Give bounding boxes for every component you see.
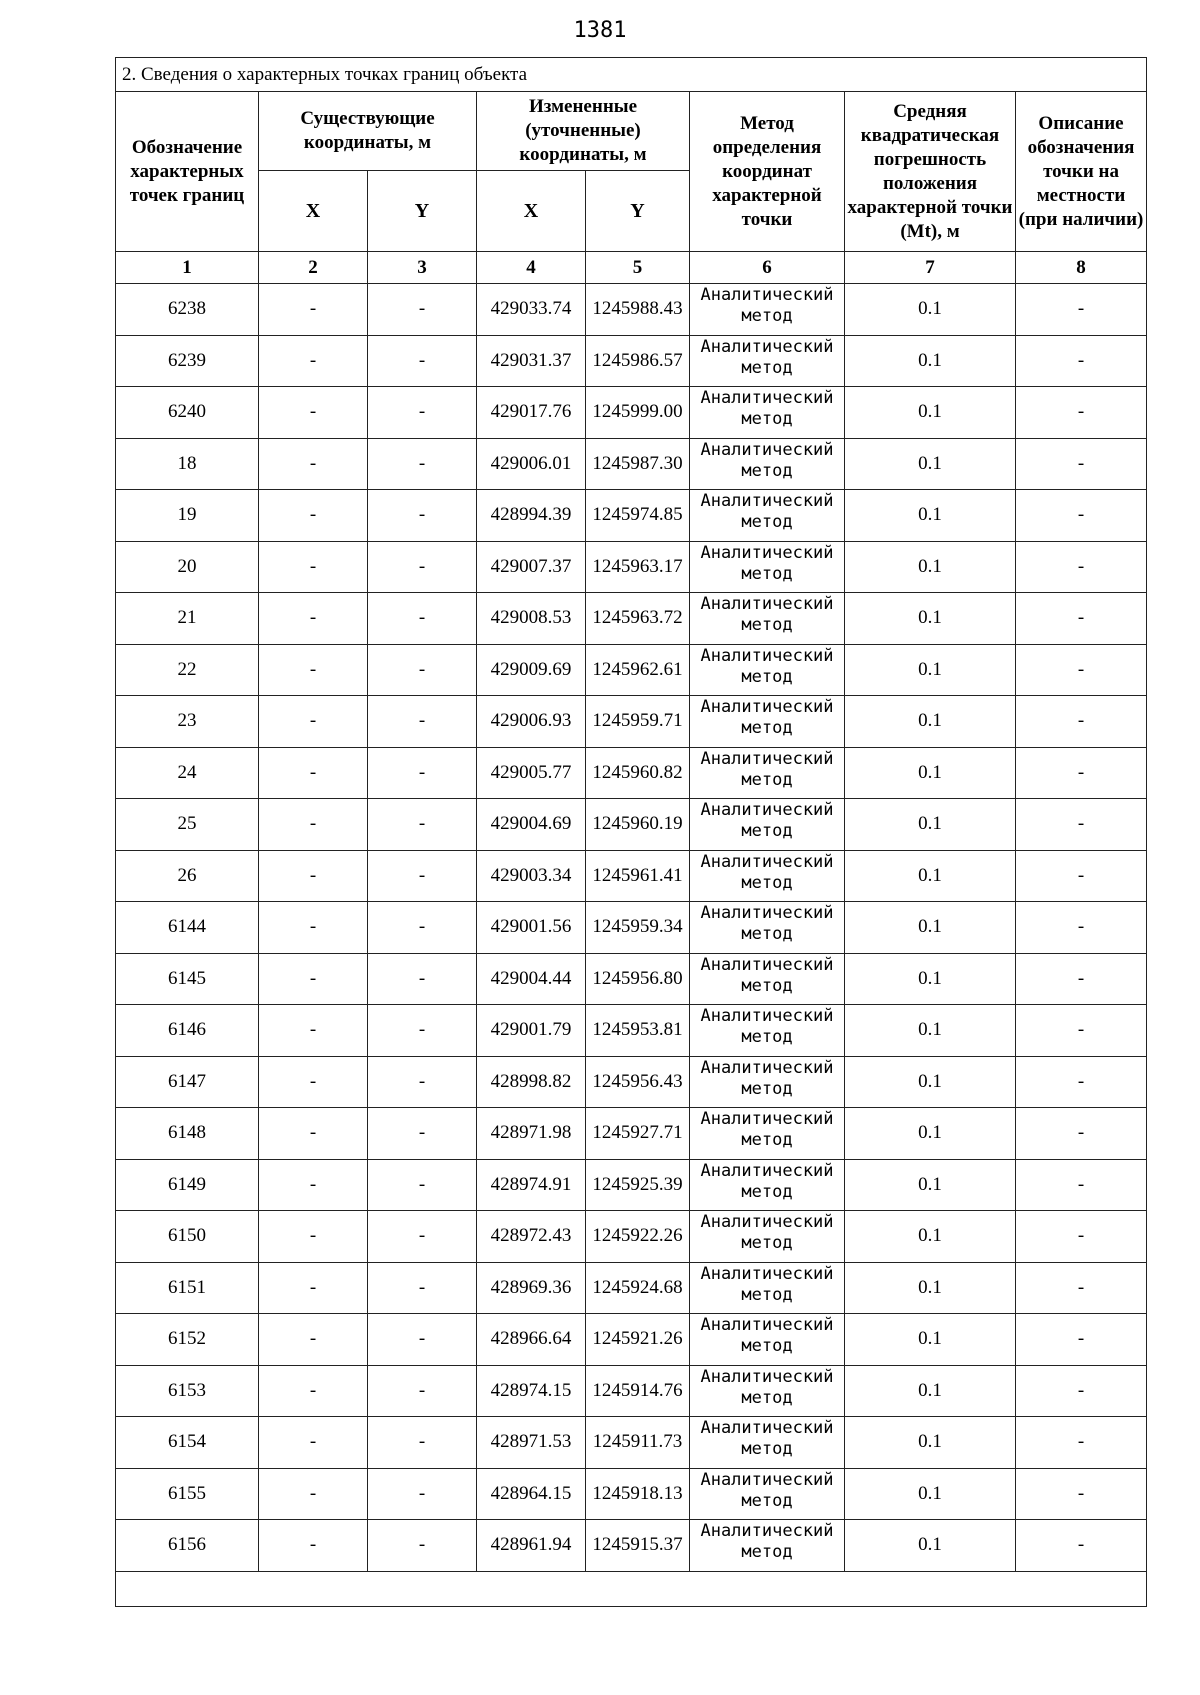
changed-y-cell: 1245986.57 [586, 335, 690, 387]
error-cell: 0.1 [845, 644, 1016, 696]
existing-y-cell: - [368, 1365, 477, 1417]
changed-y-cell: 1245925.39 [586, 1159, 690, 1211]
existing-x-cell: - [259, 747, 368, 799]
changed-y-cell: 1245915.37 [586, 1520, 690, 1572]
column-number: 8 [1016, 252, 1147, 284]
existing-y-cell: - [368, 593, 477, 645]
point-id-cell: 6155 [116, 1468, 259, 1520]
changed-y-cell: 1245963.17 [586, 541, 690, 593]
table-row [116, 335, 1147, 387]
changed-x-cell: 429001.79 [477, 1005, 586, 1057]
error-cell: 0.1 [845, 1417, 1016, 1469]
method-cell: Аналитический метод [690, 490, 845, 542]
table-row [116, 490, 1147, 542]
error-cell: 0.1 [845, 1159, 1016, 1211]
changed-x-cell: 428998.82 [477, 1056, 586, 1108]
point-id-cell: 23 [116, 696, 259, 748]
point-id-cell: 6148 [116, 1108, 259, 1160]
table-body [116, 284, 1147, 1572]
header-changed-y: Y [586, 171, 690, 252]
changed-y-cell: 1245960.82 [586, 747, 690, 799]
error-cell: 0.1 [845, 1108, 1016, 1160]
method-cell: Аналитический метод [690, 850, 845, 902]
existing-y-cell: - [368, 284, 477, 336]
existing-x-cell: - [259, 541, 368, 593]
existing-y-cell: - [368, 1314, 477, 1366]
error-cell: 0.1 [845, 490, 1016, 542]
table-row [116, 1108, 1147, 1160]
changed-y-cell: 1245956.43 [586, 1056, 690, 1108]
existing-x-cell: - [259, 799, 368, 851]
description-cell: - [1016, 438, 1147, 490]
point-id-cell: 6154 [116, 1417, 259, 1469]
method-cell: Аналитический метод [690, 1159, 845, 1211]
existing-x-cell: - [259, 1468, 368, 1520]
description-cell: - [1016, 1365, 1147, 1417]
changed-x-cell: 429017.76 [477, 387, 586, 439]
changed-y-cell: 1245961.41 [586, 850, 690, 902]
description-cell: - [1016, 284, 1147, 336]
description-cell: - [1016, 1520, 1147, 1572]
error-cell: 0.1 [845, 953, 1016, 1005]
changed-x-cell: 429008.53 [477, 593, 586, 645]
existing-x-cell: - [259, 387, 368, 439]
description-cell: - [1016, 747, 1147, 799]
existing-x-cell: - [259, 1211, 368, 1263]
table-row [116, 438, 1147, 490]
changed-x-cell: 429033.74 [477, 284, 586, 336]
existing-x-cell: - [259, 1159, 368, 1211]
table-row [116, 850, 1147, 902]
changed-x-cell: 428971.53 [477, 1417, 586, 1469]
error-cell: 0.1 [845, 696, 1016, 748]
error-cell: 0.1 [845, 335, 1016, 387]
description-cell: - [1016, 1108, 1147, 1160]
point-id-cell: 6147 [116, 1056, 259, 1108]
header-method: Метод определения координат характерной точки [690, 92, 845, 252]
header-existing-y: Y [368, 171, 477, 252]
existing-x-cell: - [259, 284, 368, 336]
table-row [116, 1056, 1147, 1108]
table-row [116, 1468, 1147, 1520]
error-cell: 0.1 [845, 747, 1016, 799]
column-number: 3 [368, 252, 477, 284]
existing-x-cell: - [259, 696, 368, 748]
changed-x-cell: 428969.36 [477, 1262, 586, 1314]
changed-x-cell: 429006.93 [477, 696, 586, 748]
point-id-cell: 6239 [116, 335, 259, 387]
description-cell: - [1016, 1211, 1147, 1263]
table-row [116, 902, 1147, 954]
method-cell: Аналитический метод [690, 284, 845, 336]
changed-y-cell: 1245962.61 [586, 644, 690, 696]
existing-x-cell: - [259, 490, 368, 542]
existing-x-cell: - [259, 593, 368, 645]
method-cell: Аналитический метод [690, 593, 845, 645]
changed-y-cell: 1245974.85 [586, 490, 690, 542]
description-cell: - [1016, 490, 1147, 542]
description-cell: - [1016, 1005, 1147, 1057]
changed-y-cell: 1245960.19 [586, 799, 690, 851]
point-id-cell: 24 [116, 747, 259, 799]
point-id-cell: 19 [116, 490, 259, 542]
method-cell: Аналитический метод [690, 1262, 845, 1314]
description-cell: - [1016, 850, 1147, 902]
point-id-cell: 26 [116, 850, 259, 902]
point-id-cell: 6144 [116, 902, 259, 954]
existing-y-cell: - [368, 902, 477, 954]
method-cell: Аналитический метод [690, 1211, 845, 1263]
description-cell: - [1016, 1417, 1147, 1469]
error-cell: 0.1 [845, 1468, 1016, 1520]
table-row [116, 387, 1147, 439]
table-row [116, 593, 1147, 645]
column-number-row [116, 252, 1147, 284]
changed-y-cell: 1245956.80 [586, 953, 690, 1005]
error-cell: 0.1 [845, 1056, 1016, 1108]
existing-y-cell: - [368, 438, 477, 490]
column-number: 6 [690, 252, 845, 284]
description-cell: - [1016, 799, 1147, 851]
point-id-cell: 6240 [116, 387, 259, 439]
existing-y-cell: - [368, 490, 477, 542]
method-cell: Аналитический метод [690, 644, 845, 696]
column-number: 4 [477, 252, 586, 284]
table-row [116, 953, 1147, 1005]
table-row [116, 284, 1147, 336]
description-cell: - [1016, 541, 1147, 593]
changed-y-cell: 1245999.00 [586, 387, 690, 439]
error-cell: 0.1 [845, 1211, 1016, 1263]
existing-y-cell: - [368, 541, 477, 593]
point-id-cell: 6152 [116, 1314, 259, 1366]
table-row [116, 1314, 1147, 1366]
error-cell: 0.1 [845, 284, 1016, 336]
existing-y-cell: - [368, 747, 477, 799]
existing-y-cell: - [368, 1159, 477, 1211]
existing-x-cell: - [259, 1262, 368, 1314]
existing-y-cell: - [368, 953, 477, 1005]
existing-x-cell: - [259, 1365, 368, 1417]
method-cell: Аналитический метод [690, 387, 845, 439]
method-cell: Аналитический метод [690, 541, 845, 593]
existing-x-cell: - [259, 335, 368, 387]
changed-x-cell: 428961.94 [477, 1520, 586, 1572]
error-cell: 0.1 [845, 1365, 1016, 1417]
changed-x-cell: 429005.77 [477, 747, 586, 799]
changed-x-cell: 428966.64 [477, 1314, 586, 1366]
existing-y-cell: - [368, 644, 477, 696]
point-id-cell: 6150 [116, 1211, 259, 1263]
error-cell: 0.1 [845, 541, 1016, 593]
existing-y-cell: - [368, 696, 477, 748]
table-row [116, 799, 1147, 851]
method-cell: Аналитический метод [690, 1468, 845, 1520]
changed-y-cell: 1245922.26 [586, 1211, 690, 1263]
method-cell: Аналитический метод [690, 696, 845, 748]
header-description: Описание обозначения точки на местности (при наличии) [1016, 92, 1147, 252]
table-footer-row [116, 1571, 1147, 1606]
method-cell: Аналитический метод [690, 1005, 845, 1057]
point-id-cell: 20 [116, 541, 259, 593]
changed-x-cell: 428994.39 [477, 490, 586, 542]
changed-x-cell: 428972.43 [477, 1211, 586, 1263]
method-cell: Аналитический метод [690, 953, 845, 1005]
changed-x-cell: 429007.37 [477, 541, 586, 593]
point-id-cell: 6153 [116, 1365, 259, 1417]
table-row [116, 1365, 1147, 1417]
description-cell: - [1016, 335, 1147, 387]
existing-y-cell: - [368, 335, 477, 387]
column-number: 5 [586, 252, 690, 284]
point-id-cell: 25 [116, 799, 259, 851]
existing-y-cell: - [368, 1417, 477, 1469]
method-cell: Аналитический метод [690, 799, 845, 851]
table-row [116, 1262, 1147, 1314]
description-cell: - [1016, 387, 1147, 439]
changed-y-cell: 1245963.72 [586, 593, 690, 645]
changed-x-cell: 429031.37 [477, 335, 586, 387]
existing-y-cell: - [368, 1520, 477, 1572]
error-cell: 0.1 [845, 438, 1016, 490]
existing-x-cell: - [259, 438, 368, 490]
header-existing-coordinates: Существующие координаты, м [259, 92, 477, 171]
error-cell: 0.1 [845, 902, 1016, 954]
existing-x-cell: - [259, 953, 368, 1005]
method-cell: Аналитический метод [690, 335, 845, 387]
changed-y-cell: 1245987.30 [586, 438, 690, 490]
point-id-cell: 22 [116, 644, 259, 696]
error-cell: 0.1 [845, 593, 1016, 645]
header-existing-x: X [259, 171, 368, 252]
error-cell: 0.1 [845, 1005, 1016, 1057]
changed-x-cell: 429003.34 [477, 850, 586, 902]
point-id-cell: 6238 [116, 284, 259, 336]
point-id-cell: 6145 [116, 953, 259, 1005]
error-cell: 0.1 [845, 1262, 1016, 1314]
description-cell: - [1016, 1468, 1147, 1520]
table-row [116, 1520, 1147, 1572]
existing-y-cell: - [368, 850, 477, 902]
changed-x-cell: 428964.15 [477, 1468, 586, 1520]
existing-x-cell: - [259, 1314, 368, 1366]
description-cell: - [1016, 644, 1147, 696]
description-cell: - [1016, 953, 1147, 1005]
table-row [116, 1417, 1147, 1469]
changed-y-cell: 1245921.26 [586, 1314, 690, 1366]
changed-y-cell: 1245927.71 [586, 1108, 690, 1160]
changed-x-cell: 428974.91 [477, 1159, 586, 1211]
header-changed-coordinates: Измененные (уточненные) координаты, м [477, 92, 690, 171]
existing-y-cell: - [368, 1005, 477, 1057]
header-designation: Обозначение характерных точек границ [116, 92, 259, 252]
changed-y-cell: 1245959.71 [586, 696, 690, 748]
changed-y-cell: 1245914.76 [586, 1365, 690, 1417]
existing-y-cell: - [368, 387, 477, 439]
existing-x-cell: - [259, 1520, 368, 1572]
table-footer-cell [116, 1571, 1147, 1606]
existing-y-cell: - [368, 799, 477, 851]
existing-x-cell: - [259, 1005, 368, 1057]
existing-x-cell: - [259, 1056, 368, 1108]
description-cell: - [1016, 1056, 1147, 1108]
method-cell: Аналитический метод [690, 1056, 845, 1108]
table-row [116, 644, 1147, 696]
point-id-cell: 18 [116, 438, 259, 490]
changed-y-cell: 1245988.43 [586, 284, 690, 336]
table-row [116, 747, 1147, 799]
method-cell: Аналитический метод [690, 1365, 845, 1417]
description-cell: - [1016, 696, 1147, 748]
description-cell: - [1016, 1314, 1147, 1366]
table-row [116, 696, 1147, 748]
existing-y-cell: - [368, 1056, 477, 1108]
existing-y-cell: - [368, 1468, 477, 1520]
method-cell: Аналитический метод [690, 1108, 845, 1160]
changed-x-cell: 429006.01 [477, 438, 586, 490]
description-cell: - [1016, 1159, 1147, 1211]
table-row [116, 1159, 1147, 1211]
method-cell: Аналитический метод [690, 438, 845, 490]
changed-y-cell: 1245911.73 [586, 1417, 690, 1469]
description-cell: - [1016, 593, 1147, 645]
method-cell: Аналитический метод [690, 1520, 845, 1572]
existing-x-cell: - [259, 850, 368, 902]
existing-x-cell: - [259, 644, 368, 696]
point-id-cell: 6151 [116, 1262, 259, 1314]
page-number: 1381 [573, 18, 627, 43]
method-cell: Аналитический метод [690, 747, 845, 799]
point-id-cell: 21 [116, 593, 259, 645]
boundary-points-table [115, 57, 1147, 1607]
error-cell: 0.1 [845, 1314, 1016, 1366]
changed-y-cell: 1245918.13 [586, 1468, 690, 1520]
changed-x-cell: 429004.44 [477, 953, 586, 1005]
table-caption: 2. Сведения о характерных точках границ объекта [116, 58, 1147, 92]
method-cell: Аналитический метод [690, 902, 845, 954]
changed-y-cell: 1245959.34 [586, 902, 690, 954]
header-error: Средняя квадратическая погрешность положения характерной точки (Mt), м [845, 92, 1016, 252]
changed-x-cell: 429001.56 [477, 902, 586, 954]
existing-y-cell: - [368, 1211, 477, 1263]
existing-y-cell: - [368, 1108, 477, 1160]
changed-x-cell: 428974.15 [477, 1365, 586, 1417]
changed-y-cell: 1245924.68 [586, 1262, 690, 1314]
error-cell: 0.1 [845, 1520, 1016, 1572]
point-id-cell: 6146 [116, 1005, 259, 1057]
changed-y-cell: 1245953.81 [586, 1005, 690, 1057]
existing-x-cell: - [259, 1108, 368, 1160]
point-id-cell: 6149 [116, 1159, 259, 1211]
description-cell: - [1016, 1262, 1147, 1314]
column-number: 1 [116, 252, 259, 284]
existing-x-cell: - [259, 1417, 368, 1469]
existing-x-cell: - [259, 902, 368, 954]
existing-y-cell: - [368, 1262, 477, 1314]
error-cell: 0.1 [845, 799, 1016, 851]
changed-x-cell: 429009.69 [477, 644, 586, 696]
changed-x-cell: 429004.69 [477, 799, 586, 851]
changed-x-cell: 428971.98 [477, 1108, 586, 1160]
column-number: 2 [259, 252, 368, 284]
error-cell: 0.1 [845, 387, 1016, 439]
table-row [116, 1005, 1147, 1057]
method-cell: Аналитический метод [690, 1314, 845, 1366]
method-cell: Аналитический метод [690, 1417, 845, 1469]
error-cell: 0.1 [845, 850, 1016, 902]
description-cell: - [1016, 902, 1147, 954]
column-number: 7 [845, 252, 1016, 284]
header-changed-x: X [477, 171, 586, 252]
table-row [116, 541, 1147, 593]
table-row [116, 1211, 1147, 1263]
point-id-cell: 6156 [116, 1520, 259, 1572]
